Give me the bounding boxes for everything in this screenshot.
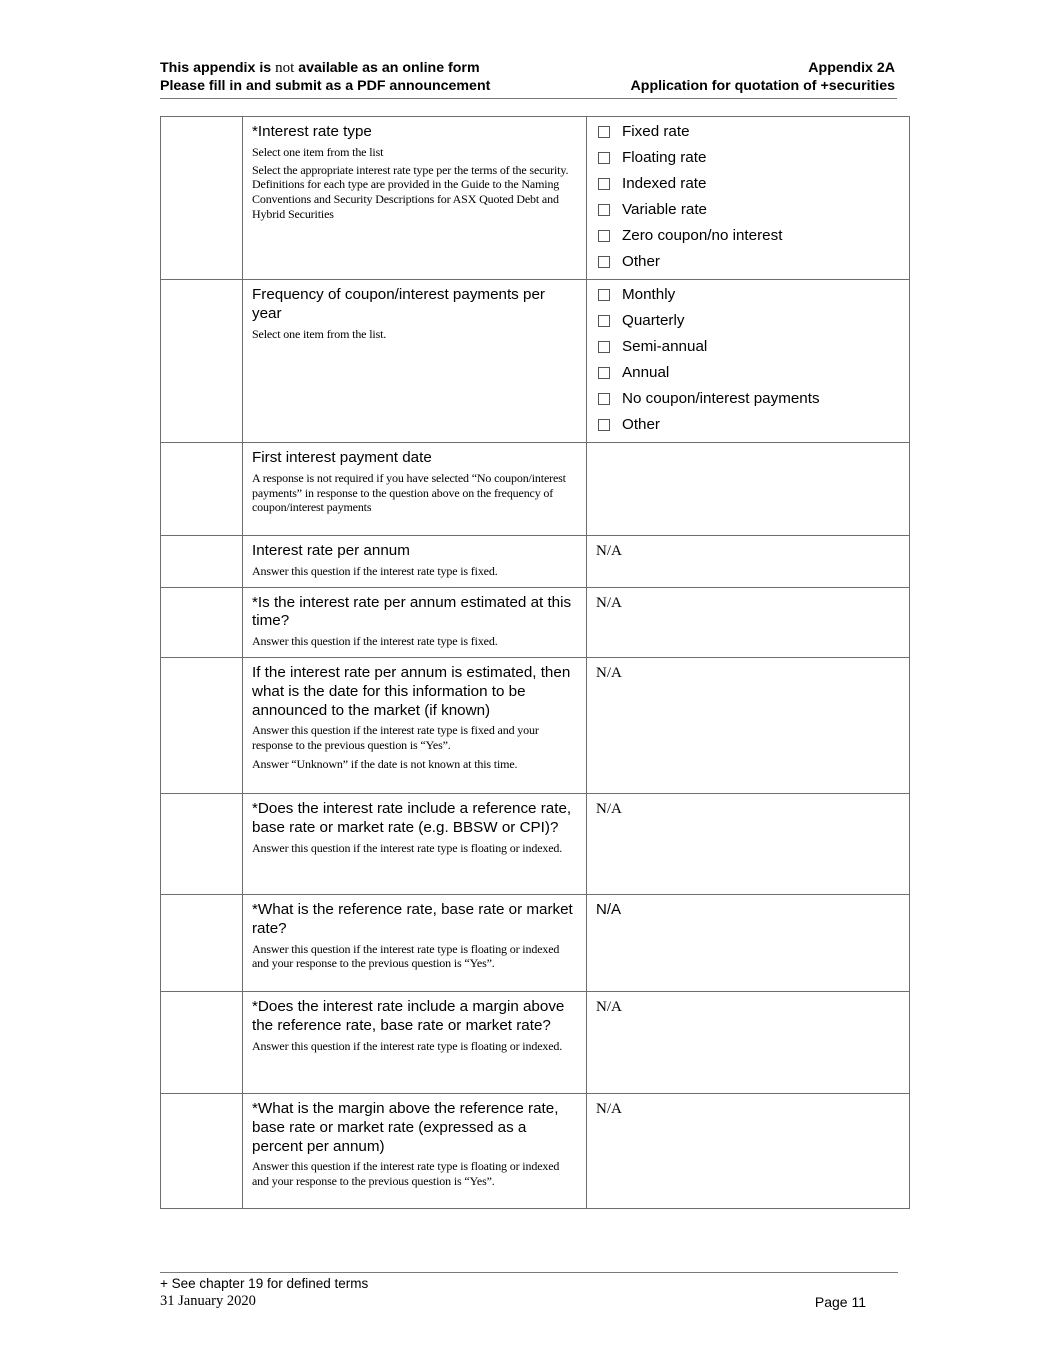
answer-cell xyxy=(587,117,910,280)
question-label: *What is the reference rate, base rate or market rate? xyxy=(252,900,573,937)
table-row xyxy=(161,894,910,991)
row-number-cell xyxy=(161,1093,243,1208)
option-label: Indexed rate xyxy=(622,175,707,192)
answer-value[interactable]: N/A xyxy=(596,900,622,918)
row-number-cell xyxy=(161,657,243,793)
appendix-title: Appendix 2A xyxy=(808,60,895,76)
option-label: Floating rate xyxy=(622,149,707,166)
row-number-cell xyxy=(161,793,243,894)
option-quarterly[interactable] xyxy=(596,308,901,334)
help-text: Answer this question if the interest rate type is fixed. xyxy=(252,634,498,649)
answer-cell xyxy=(587,280,910,443)
checkbox-icon[interactable] xyxy=(598,367,610,379)
help-text: Answer this question if the interest rate type is fixed and your response to the previous question is “Yes”. xyxy=(252,723,539,753)
answer-cell[interactable] xyxy=(587,536,910,588)
checkbox-icon[interactable] xyxy=(598,178,610,190)
form-table xyxy=(160,116,910,1209)
checkbox-icon[interactable] xyxy=(598,289,610,301)
checkbox-icon[interactable] xyxy=(598,204,610,216)
question-cell xyxy=(243,443,587,536)
answer-value[interactable]: N/A xyxy=(596,543,622,559)
option-label: Zero coupon/no interest xyxy=(622,227,783,244)
option-other[interactable] xyxy=(596,412,901,438)
checkbox-icon[interactable] xyxy=(598,315,610,327)
table-row xyxy=(161,280,910,443)
answer-cell[interactable] xyxy=(587,443,910,536)
question-cell xyxy=(243,657,587,793)
appendix-subtitle: Application for quotation of +securities xyxy=(630,78,895,94)
option-monthly[interactable] xyxy=(596,282,901,308)
row-number-cell xyxy=(161,117,243,280)
question-cell xyxy=(243,894,587,991)
checkbox-icon[interactable] xyxy=(598,152,610,164)
question-label: Frequency of coupon/interest payments per year xyxy=(252,286,545,322)
option-label: Fixed rate xyxy=(622,123,690,140)
help-text: Answer this question if the interest rate type is floating or indexed. xyxy=(252,1038,563,1053)
option-variable-rate[interactable] xyxy=(596,197,901,223)
page-header xyxy=(160,58,897,99)
option-annual[interactable] xyxy=(596,360,901,386)
table-row xyxy=(161,117,910,280)
question-label: *Is the interest rate per annum estimated at this time? xyxy=(252,593,572,630)
question-cell xyxy=(243,117,587,280)
question-label: *Does the interest rate include a reference rate, base rate or market rate (e.g. BBSW or CPI)? xyxy=(252,799,572,836)
option-label: Annual xyxy=(622,364,670,381)
option-indexed-rate[interactable] xyxy=(596,171,901,197)
table-row xyxy=(161,587,910,657)
help-text: Answer this question if the interest rate type is fixed. xyxy=(252,563,498,578)
table-row xyxy=(161,657,910,793)
table-row xyxy=(161,1093,910,1208)
table-row xyxy=(161,443,910,536)
row-number-cell xyxy=(161,443,243,536)
footer-note: + See chapter 19 for defined terms xyxy=(160,1276,369,1291)
header-left-line1 xyxy=(160,59,490,77)
header-left-line1-post: available as an online form xyxy=(294,60,480,76)
header-not-word: not xyxy=(275,60,295,76)
answer-value[interactable]: N/A xyxy=(596,664,622,681)
header-left-line1-pre: This appendix is xyxy=(160,60,276,76)
help-text: Select the appropriate interest rate type per the terms of the security. Definitions for each type are provided in the Guide to the Naming Conventions and Security Descriptions for ASX Quoted Debt and Hybrid Securities xyxy=(252,162,569,221)
help-text: Select one item from the list. xyxy=(252,326,387,341)
answer-value[interactable]: N/A xyxy=(596,594,622,611)
answer-value[interactable]: N/A xyxy=(596,1100,622,1117)
help-text: A response is not required if you have selected “No coupon/interest payments” in response to the question above on the frequency of coupon/interest payments xyxy=(252,470,566,515)
question-label: *Does the interest rate include a margin above the reference rate, base rate or market rate? xyxy=(252,997,565,1034)
table-row xyxy=(161,793,910,894)
question-cell xyxy=(243,280,587,443)
table-row xyxy=(161,991,910,1093)
row-number-cell xyxy=(161,587,243,657)
option-label: Other xyxy=(622,416,660,433)
answer-cell[interactable] xyxy=(587,793,910,894)
help-text: Select one item from the list xyxy=(252,144,384,159)
option-floating-rate[interactable] xyxy=(596,145,901,171)
answer-cell[interactable] xyxy=(587,894,910,991)
table-row xyxy=(161,536,910,588)
checkbox-icon[interactable] xyxy=(598,230,610,242)
option-label: Variable rate xyxy=(622,201,707,218)
row-number-cell xyxy=(161,991,243,1093)
answer-cell[interactable] xyxy=(587,991,910,1093)
row-number-cell xyxy=(161,536,243,588)
question-label: If the interest rate per annum is estimated, then what is the date for this information to be announced to the market (if known) xyxy=(252,663,571,719)
option-label: No coupon/interest payments xyxy=(622,390,820,407)
question-label: *What is the margin above the reference rate, base rate or market rate (expressed as a percent per annum) xyxy=(252,1099,559,1155)
question-label: *Interest rate type xyxy=(252,123,372,140)
footer-date: 31 January 2020 xyxy=(160,1293,256,1309)
header-right xyxy=(631,59,895,95)
checkbox-icon[interactable] xyxy=(598,341,610,353)
header-left xyxy=(160,59,490,95)
option-label: Other xyxy=(622,253,660,270)
answer-cell[interactable] xyxy=(587,657,910,793)
option-no-coupon[interactable] xyxy=(596,386,901,412)
option-other[interactable] xyxy=(596,249,901,275)
page-number: Page 11 xyxy=(814,1294,866,1310)
option-label: Quarterly xyxy=(622,312,685,329)
answer-value[interactable]: N/A xyxy=(596,998,622,1015)
help-text: Answer this question if the interest rate type is floating or indexed. xyxy=(252,840,563,855)
checkbox-icon[interactable] xyxy=(598,419,610,431)
checkbox-icon[interactable] xyxy=(598,393,610,405)
question-cell xyxy=(243,991,587,1093)
question-cell xyxy=(243,536,587,588)
row-number-cell xyxy=(161,894,243,991)
help-text: Answer “Unknown” if the date is not known at this time. xyxy=(252,756,518,771)
answer-cell[interactable] xyxy=(587,1093,910,1208)
answer-value[interactable]: N/A xyxy=(596,800,622,817)
option-semi-annual[interactable] xyxy=(596,334,901,360)
question-cell xyxy=(243,1093,587,1208)
page-footer xyxy=(160,1272,898,1310)
checkbox-icon[interactable] xyxy=(598,256,610,268)
option-label: Semi-annual xyxy=(622,338,708,355)
help-text: Answer this question if the interest rate type is floating or indexed and your response to the previous question is “Yes”. xyxy=(252,941,560,971)
option-fixed-rate[interactable] xyxy=(596,119,901,145)
question-label: First interest payment date xyxy=(252,449,432,466)
option-label: Monthly xyxy=(622,286,676,303)
option-zero-coupon[interactable] xyxy=(596,223,901,249)
question-cell xyxy=(243,793,587,894)
answer-cell[interactable] xyxy=(587,587,910,657)
question-label: Interest rate per annum xyxy=(252,542,410,559)
help-text: Answer this question if the interest rate type is floating or indexed and your response to the previous question is “Yes”. xyxy=(252,1159,560,1189)
checkbox-icon[interactable] xyxy=(598,126,610,138)
row-number-cell xyxy=(161,280,243,443)
header-left-line2: Please fill in and submit as a PDF announcement xyxy=(160,78,491,94)
question-cell xyxy=(243,587,587,657)
